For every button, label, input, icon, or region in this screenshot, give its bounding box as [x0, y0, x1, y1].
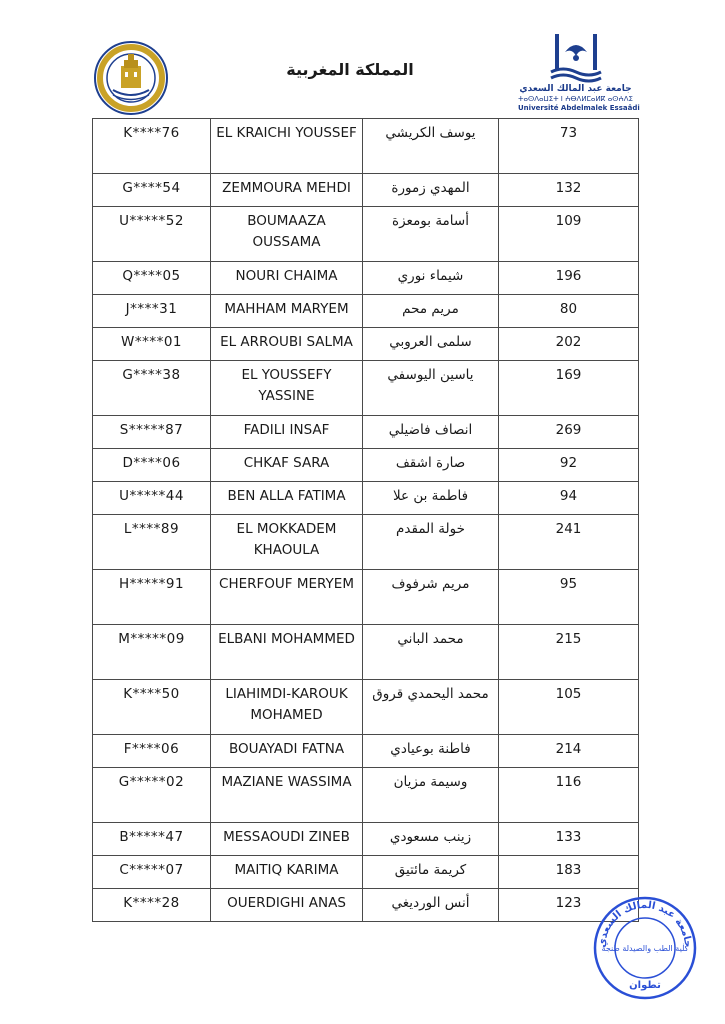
student-name-fr-cell: OUERDIGHI ANAS — [211, 889, 363, 922]
student-name-fr-cell: CHERFOUF MERYEM — [211, 570, 363, 625]
student-number-cell: 183 — [499, 856, 639, 889]
svg-text:جامعة عبد المالك السعدي — [597, 900, 693, 948]
student-name-ar-cell: خولة المقدم — [363, 515, 499, 570]
table-row — [93, 856, 639, 889]
university-bird-logo-icon — [547, 30, 605, 84]
student-id-cell: H*****91 — [93, 570, 211, 625]
table-row — [93, 416, 639, 449]
table-row — [93, 295, 639, 328]
stamp-inner-text: كلية الطب والصيدلة طنجة — [601, 944, 689, 953]
student-name-ar-cell: فاطنة بوعيادي — [363, 735, 499, 768]
student-number-cell: 73 — [499, 119, 639, 174]
student-id-cell: D****06 — [93, 449, 211, 482]
table-row — [93, 823, 639, 856]
student-name-ar-cell: شيماء نوري — [363, 262, 499, 295]
student-number-cell: 215 — [499, 625, 639, 680]
table-row — [93, 482, 639, 515]
student-name-ar-cell: فاطمة بن علا — [363, 482, 499, 515]
student-number-cell: 132 — [499, 174, 639, 207]
student-number-cell: 105 — [499, 680, 639, 735]
table-row — [93, 768, 639, 823]
page-header — [0, 0, 725, 118]
student-name-ar-cell: انصاف فاضيلي — [363, 416, 499, 449]
table-row — [93, 119, 639, 174]
student-name-fr-cell: EL ARROUBI SALMA — [211, 328, 363, 361]
student-name-fr-cell: MAITIQ KARIMA — [211, 856, 363, 889]
university-logo — [518, 30, 640, 120]
stamp-outer-text: جامعة عبد المالك السعدي — [596, 899, 694, 949]
student-name-ar-cell: يوسف الكريشي — [363, 119, 499, 174]
university-name-fr: Université Abdelmalek Essaâdi — [518, 104, 640, 112]
student-name-fr-cell: MESSAOUDI ZINEB — [211, 823, 363, 856]
table-row — [93, 515, 639, 570]
student-name-ar-cell: وسيمة مزيان — [363, 768, 499, 823]
student-number-cell: 80 — [499, 295, 639, 328]
student-name-fr-cell: MAZIANE WASSIMA — [211, 768, 363, 823]
table-row — [93, 625, 639, 680]
student-id-cell: K****50 — [93, 680, 211, 735]
university-name-ar: جامعة عبد المالك السعدي — [519, 84, 632, 94]
student-number-cell: 116 — [499, 768, 639, 823]
table-row — [93, 328, 639, 361]
stamp-bottom-text: تطوان — [629, 980, 661, 991]
student-name-ar-cell: محمد الباني — [363, 625, 499, 680]
student-id-cell: Q****05 — [93, 262, 211, 295]
student-name-fr-cell: CHKAF SARA — [211, 449, 363, 482]
student-id-cell: K****28 — [93, 889, 211, 922]
student-number-cell: 169 — [499, 361, 639, 416]
student-id-cell: S*****87 — [93, 416, 211, 449]
student-name-ar-cell: صارة اشقف — [363, 449, 499, 482]
student-name-fr-cell: MAHHAM MARYEM — [211, 295, 363, 328]
table-row — [93, 207, 639, 262]
student-id-cell: B*****47 — [93, 823, 211, 856]
official-stamp — [590, 893, 700, 1003]
student-id-cell: M*****09 — [93, 625, 211, 680]
student-name-fr-cell: ZEMMOURA MEHDI — [211, 174, 363, 207]
students-table-body — [93, 119, 639, 922]
student-name-fr-cell: FADILI INSAF — [211, 416, 363, 449]
table-row — [93, 680, 639, 735]
page-title: المملكة المغربية — [286, 60, 414, 79]
student-number-cell: 241 — [499, 515, 639, 570]
student-name-ar-cell: أسامة بومعزة — [363, 207, 499, 262]
student-name-fr-cell: EL KRAICHI YOUSSEF — [211, 119, 363, 174]
student-number-cell: 196 — [499, 262, 639, 295]
student-name-fr-cell: EL YOUSSEFY YASSINE — [211, 361, 363, 416]
table-row — [93, 889, 639, 922]
student-name-fr-cell: EL MOKKADEM KHAOULA — [211, 515, 363, 570]
student-name-ar-cell: كريمة مائتيق — [363, 856, 499, 889]
student-number-cell: 202 — [499, 328, 639, 361]
student-name-fr-cell: BOUAYADI FATNA — [211, 735, 363, 768]
student-number-cell: 92 — [499, 449, 639, 482]
student-name-fr-cell: LIAHIMDI-KAROUK MOHAMED — [211, 680, 363, 735]
table-row — [93, 174, 639, 207]
table-row — [93, 449, 639, 482]
student-number-cell: 123 — [499, 889, 639, 922]
student-name-ar-cell: زينب مسعودي — [363, 823, 499, 856]
student-number-cell: 109 — [499, 207, 639, 262]
student-id-cell: G****54 — [93, 174, 211, 207]
student-id-cell: K****76 — [93, 119, 211, 174]
student-id-cell: W****01 — [93, 328, 211, 361]
students-table — [92, 118, 639, 922]
student-number-cell: 214 — [499, 735, 639, 768]
student-id-cell: G****38 — [93, 361, 211, 416]
student-id-cell: G*****02 — [93, 768, 211, 823]
student-number-cell: 133 — [499, 823, 639, 856]
official-round-stamp-icon — [590, 893, 700, 1003]
table-row — [93, 735, 639, 768]
student-name-fr-cell: BEN ALLA FATIMA — [211, 482, 363, 515]
table-row — [93, 361, 639, 416]
table-row — [93, 570, 639, 625]
university-name-tifinagh: ⵜⴰⵙⴷⴰⵡⵉⵜ ⵏ ⵄⴱⴷⵍⵎⴰⵍⴽ ⴰⵙⵄⴷⵉ — [518, 95, 633, 103]
student-number-cell: 269 — [499, 416, 639, 449]
student-name-ar-cell: المهدي زمورة — [363, 174, 499, 207]
student-id-cell: U*****52 — [93, 207, 211, 262]
student-name-ar-cell: مريم شرفوف — [363, 570, 499, 625]
student-id-cell: F****06 — [93, 735, 211, 768]
student-name-fr-cell: BOUMAAZA OUSSAMA — [211, 207, 363, 262]
student-id-cell: U*****44 — [93, 482, 211, 515]
faculty-seal-logo-icon — [88, 40, 174, 116]
student-id-cell: J****31 — [93, 295, 211, 328]
student-name-fr-cell: NOURI CHAIMA — [211, 262, 363, 295]
student-number-cell: 95 — [499, 570, 639, 625]
student-id-cell: C*****07 — [93, 856, 211, 889]
student-id-cell: L****89 — [93, 515, 211, 570]
student-name-ar-cell: محمد اليحمدي قروق — [363, 680, 499, 735]
student-name-ar-cell: مريم محم — [363, 295, 499, 328]
student-name-fr-cell: ELBANI MOHAMMED — [211, 625, 363, 680]
student-name-ar-cell: سلمى العروبي — [363, 328, 499, 361]
student-number-cell: 94 — [499, 482, 639, 515]
student-name-ar-cell: ياسين اليوسفي — [363, 361, 499, 416]
student-name-ar-cell: أنس الورديغي — [363, 889, 499, 922]
table-row — [93, 262, 639, 295]
